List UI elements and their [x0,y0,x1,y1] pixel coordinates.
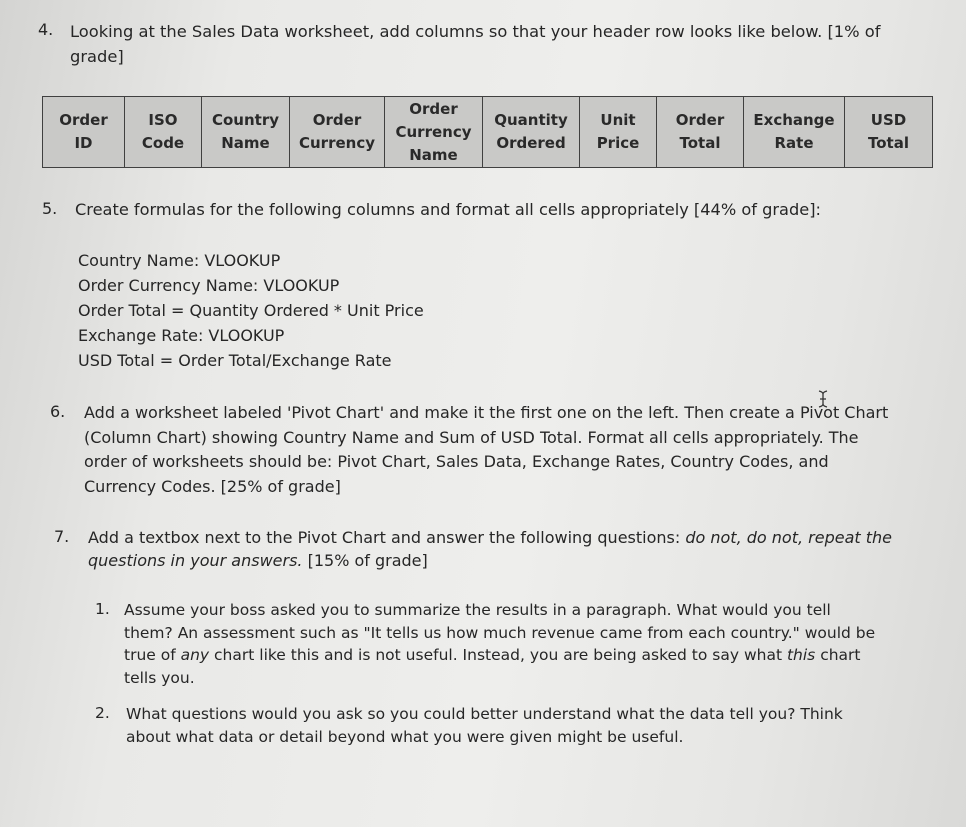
q7-line-1-emphasis: do not, do not, repeat the [685,528,892,547]
q6-line-3: order of worksheets should be: Pivot Chart, Sales Data, Exchange Rates, Country Codes, and [84,452,829,471]
q6-text [84,401,888,499]
q7-sub1-line-3-this: this [786,646,816,664]
q7-text [88,526,892,572]
q7-sub1-line-3-any: any [180,646,210,664]
q7-line-1 [88,526,892,549]
q7-number: 7. [54,527,70,546]
q6-line-4: Currency Codes. [25% of grade] [84,476,341,496]
header-cell-order-id: Order ID [43,97,125,168]
q7-sub2-text [126,703,843,748]
q7-sub1-number: 1. [95,600,110,618]
q4-line-1: Looking at the Sales Data worksheet, add columns so that your header row looks like below. [1% of [70,22,881,41]
formula-item: USD Total = Order Total/Exchange Rate [78,351,392,370]
header-row-table [42,96,933,168]
q7-sub1-line-3-e: chart [815,646,861,664]
q7-sub1-text [124,599,875,689]
formula-list [78,248,424,373]
q7-line-1-text: Add a textbox next to the Pivot Chart and answer the following questions: [88,528,686,547]
q6-line-2: (Column Chart) showing Country Name and Sum of USD Total. Format all cells appropriately. The [84,427,859,447]
formula-item: Order Total = Quantity Ordered * Unit Price [78,301,424,320]
header-cell-order-total: Order Total [657,97,744,168]
header-row [43,97,933,168]
q7-line-2-emphasis: questions in your answers. [88,551,303,570]
formula-item: Country Name: VLOOKUP [78,251,281,270]
q7-sub1-line-3-c: chart like this and is not useful. Instead, you are being asked to say what [209,646,787,664]
header-cell-quantity-ordered: Quantity Ordered [483,97,580,168]
formula-item: Exchange Rate: VLOOKUP [78,326,285,345]
header-cell-country-name: Country Name [202,97,290,168]
header-cell-iso-code: ISO Code [125,97,202,168]
q6-line-1: Add a worksheet labeled 'Pivot Chart' and make it the first one on the left. Then create a Pivot Chart [84,403,889,422]
header-cell-exchange-rate: Exchange Rate [744,97,845,168]
q7-sub2-line-2: about what data or detail beyond what you were given might be useful. [126,727,684,746]
q7-sub1-line-4: tells you. [124,668,195,687]
q4-number: 4. [38,20,54,39]
q7-sub1-line-3 [124,644,875,667]
q7-sub2-line-1: What questions would you ask so you could better understand what the data tell you? Think [126,705,843,723]
q7-line-2-text: [15% of grade] [302,551,428,570]
header-cell-order-currency: Order Currency [290,97,385,168]
q5-text: Create formulas for the following columns and format all cells appropriately [44% of grade]: [75,200,821,219]
header-cell-order-currency-name: Order Currency Name [385,97,483,168]
text-cursor-icon [816,390,830,408]
header-cell-unit-price: Unit Price [580,97,657,168]
q7-line-2 [88,549,892,572]
q7-sub1-line-1: Assume your boss asked you to summarize the results in a paragraph. What would you tell [124,601,831,619]
q5-number: 5. [42,199,58,218]
q7-sub1-line-2: them? An assessment such as "It tells us how much revenue came from each country." would be [124,623,876,642]
header-cell-usd-total: USD Total [845,97,933,168]
q6-number: 6. [50,402,66,421]
q4-text [70,19,881,69]
q7-sub1-line-3-a: true of [124,646,181,664]
q4-line-2: grade] [70,47,124,66]
formula-item: Order Currency Name: VLOOKUP [78,276,340,295]
q7-sub2-number: 2. [95,704,110,722]
